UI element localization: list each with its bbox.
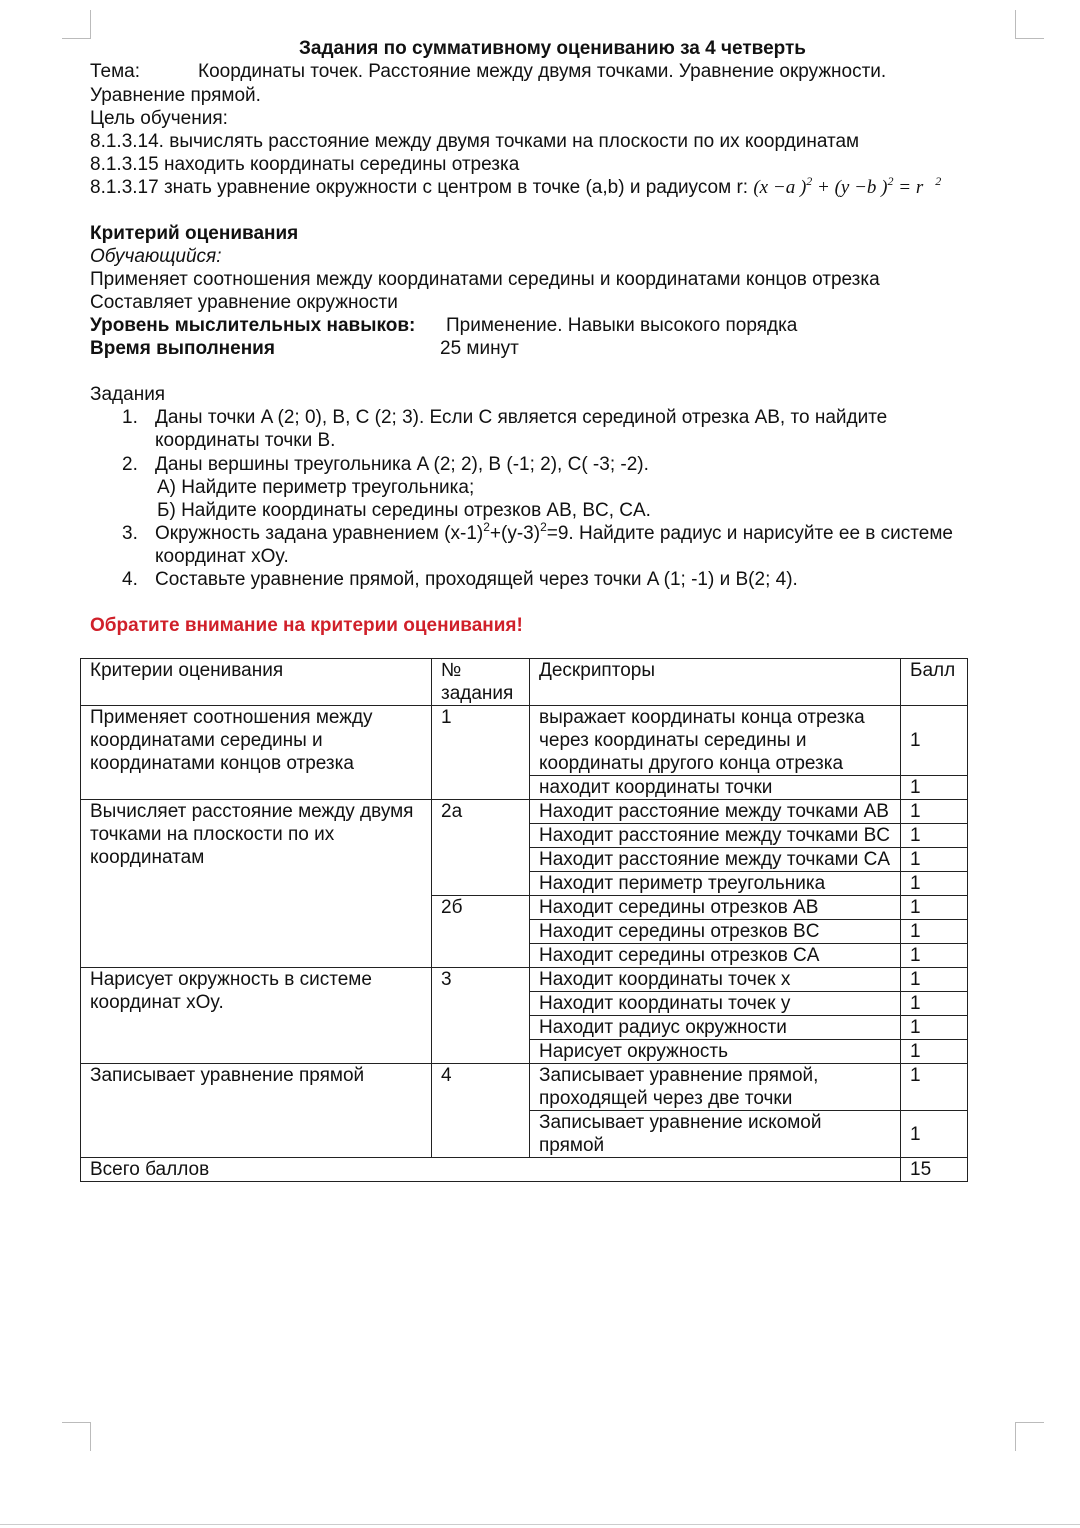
criteria-item-1: Применяет соотношения между координатами середины и координатами концов отрезка xyxy=(90,269,880,290)
score-cell: 1 xyxy=(901,848,968,872)
task-2-line-1: Даны вершины треугольника A (2; 2), B (-1; 2), C( -3; -2). xyxy=(155,454,649,475)
criterion-cell: Вычисляет расстояние между двумя точками на плоскости по их координатам xyxy=(81,800,432,968)
task-cell: 2б xyxy=(432,896,530,968)
task-3-line-1: Окружность задана уравнением $(x-1)^2+(y-3)^2=9$. Найдите радиус и нарисуйте ее в системе xyxy=(155,520,953,544)
descriptor-cell: Записывает уравнение прямой, проходящей через две точки xyxy=(530,1064,901,1111)
score-cell: 1 xyxy=(901,1111,968,1158)
task-1-number: 1. xyxy=(122,407,138,428)
time-label: Время выполнения xyxy=(90,338,275,359)
table-row xyxy=(81,968,968,992)
task-cell: 2а xyxy=(432,800,530,896)
thinking-level-row xyxy=(90,314,798,337)
header-descriptors: Дескрипторы xyxy=(530,659,901,706)
document-title: Задания по суммативному оцениванию за 4 четверть xyxy=(299,38,806,59)
descriptor-cell: выражает координаты конца отрезка через координаты середины и координаты другого конца отрезка xyxy=(530,706,901,776)
task-3-number: 3. xyxy=(122,523,138,544)
task-2-part-a: А) Найдите периметр треугольника; xyxy=(157,477,475,498)
theme-label: Тема: xyxy=(90,61,141,82)
total-label: Всего баллов xyxy=(81,1158,901,1182)
descriptor-cell: Находит расстояние между точками AB xyxy=(530,800,901,824)
crop-mark-top-right xyxy=(1015,10,1044,39)
time-value: 25 минут xyxy=(440,338,519,359)
criterion-cell: Нарисует окружность в системе координат xOy. xyxy=(81,968,432,1064)
criterion-cell: Применяет соотношения между координатами середины и координатами концов отрезка xyxy=(81,706,432,800)
task-2-number: 2. xyxy=(122,454,138,475)
criterion-cell: Записывает уравнение прямой xyxy=(81,1064,432,1158)
task-2-part-b: Б) Найдите координаты середины отрезков AB, BC, CA. xyxy=(157,500,651,521)
goals-label: Цель обучения: xyxy=(90,108,228,129)
criteria-heading: Критерий оценивания xyxy=(90,223,299,244)
descriptor-cell: Находит середины отрезков BC xyxy=(530,920,901,944)
task-4-number: 4. xyxy=(122,569,138,590)
descriptor-cell: находит координаты точки xyxy=(530,776,901,800)
descriptor-cell: Записывает уравнение искомой прямой xyxy=(530,1111,901,1158)
table-row xyxy=(81,706,968,776)
table-header-row xyxy=(81,659,968,706)
goal-item-3-text: 8.1.3.17 знать уравнение окружности с центром в точке (a,b) и радиусом r: xyxy=(90,177,749,198)
criteria-item-2: Составляет уравнение окружности xyxy=(90,292,398,313)
task-cell: 3 xyxy=(432,968,530,1064)
table-row xyxy=(81,800,968,824)
header-task-no: № задания xyxy=(432,659,530,706)
criteria-table xyxy=(80,658,968,1182)
goal-item-1: 8.1.3.14. вычислять расстояние между двумя точками на плоскости по их координатам xyxy=(90,131,860,152)
learner-label: Обучающийся: xyxy=(90,246,222,267)
task-4-line-1: Составьте уравнение прямой, проходящей через точки A (1; -1) и B(2; 4). xyxy=(155,569,798,590)
descriptor-cell: Нарисует окружность xyxy=(530,1040,901,1064)
crop-mark-bottom-right xyxy=(1015,1422,1044,1451)
notice-text: Обратите внимание на критерии оценивания! xyxy=(90,615,523,636)
descriptor-cell: Находит расстояние между точками BC xyxy=(530,824,901,848)
score-cell: 1 xyxy=(901,1016,968,1040)
descriptor-cell: Находит радиус окружности xyxy=(530,1016,901,1040)
theme-text-cont: Уравнение прямой. xyxy=(90,85,261,106)
descriptor-cell: Находит середины отрезков AB xyxy=(530,896,901,920)
crop-mark-top-left xyxy=(62,10,91,39)
descriptor-cell: Находит середины отрезков CA xyxy=(530,944,901,968)
score-cell: 1 xyxy=(901,896,968,920)
tasks-heading: Задания xyxy=(90,384,166,405)
time-row xyxy=(90,337,519,360)
theme-text: Координаты точек. Расстояние между двумя точками. Уравнение окружности. xyxy=(198,61,887,82)
score-cell: 1 xyxy=(901,706,968,776)
crop-mark-bottom-left xyxy=(62,1422,91,1451)
score-cell: 1 xyxy=(901,776,968,800)
score-cell: 1 xyxy=(901,824,968,848)
thinking-level-label: Уровень мыслительных навыков: xyxy=(90,315,416,336)
task-1-line-2: координаты точки B. xyxy=(155,430,336,451)
total-value: 15 xyxy=(901,1158,968,1182)
score-cell: 1 xyxy=(901,992,968,1016)
descriptor-cell: Находит расстояние между точками CA xyxy=(530,848,901,872)
goal-item-3 xyxy=(90,176,941,199)
score-cell: 1 xyxy=(901,1040,968,1064)
header-criteria: Критерии оценивания xyxy=(81,659,432,706)
descriptor-cell: Находит координаты точек y xyxy=(530,992,901,1016)
task-cell: 1 xyxy=(432,706,530,800)
descriptor-cell: Находит периметр треугольника xyxy=(530,872,901,896)
score-cell: 1 xyxy=(901,800,968,824)
descriptor-cell: Находит координаты точек x xyxy=(530,968,901,992)
score-cell: 1 xyxy=(901,944,968,968)
task-cell: 4 xyxy=(432,1064,530,1158)
score-cell: 1 xyxy=(901,872,968,896)
page-bottom-edge xyxy=(0,1524,1080,1525)
table-row xyxy=(81,1064,968,1111)
score-cell: 1 xyxy=(901,968,968,992)
thinking-level-value: Применение. Навыки высокого порядка xyxy=(446,315,798,336)
goal-item-2: 8.1.3.15 находить координаты середины отрезка xyxy=(90,154,520,175)
task-1-line-1: Даны точки A (2; 0), B, C (2; 3). Если C является серединой отрезка AB, то найдите xyxy=(155,407,888,428)
score-cell: 1 xyxy=(901,920,968,944)
circle-equation: (x −a )$^2$ + (y −b )$^2$ = r $^2$ xyxy=(753,174,942,198)
table-total-row xyxy=(81,1158,968,1182)
task-3-line-2: координат xOy. xyxy=(155,546,289,567)
theme-line xyxy=(90,60,887,83)
score-cell: 1 xyxy=(901,1064,968,1111)
header-score: Балл xyxy=(901,659,968,706)
